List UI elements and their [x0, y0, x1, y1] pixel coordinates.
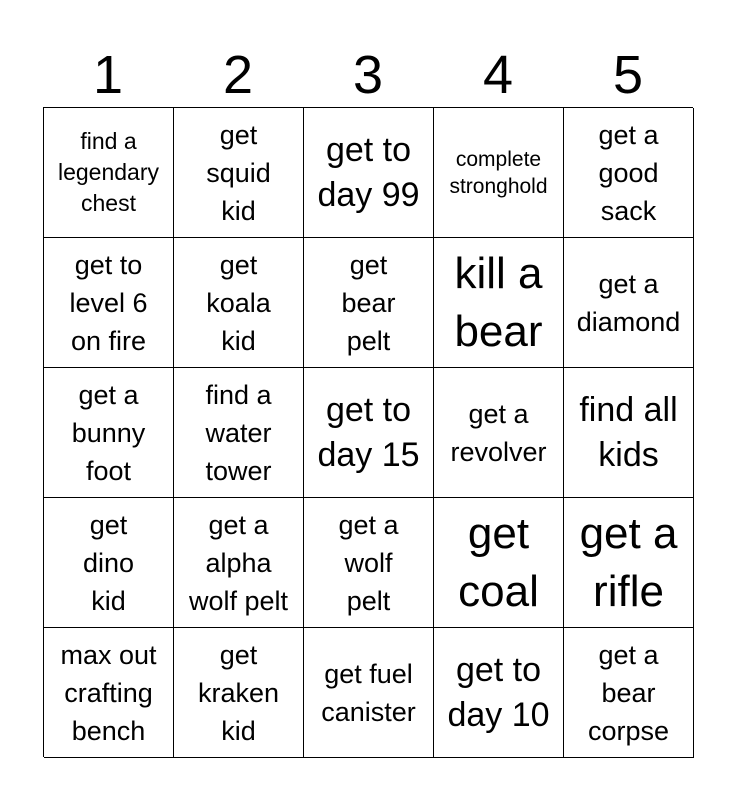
bingo-square[interactable]: get koala kid: [174, 238, 304, 368]
bingo-square[interactable]: get a alpha wolf pelt: [174, 498, 304, 628]
column-header-row: [43, 46, 693, 104]
bingo-square[interactable]: get bear pelt: [304, 238, 434, 368]
bingo-square[interactable]: get squid kid: [174, 108, 304, 238]
bingo-square[interactable]: get a wolf pelt: [304, 498, 434, 628]
column-header-5: 5: [612, 45, 644, 105]
bingo-square[interactable]: get a revolver: [434, 368, 564, 498]
column-header-4: 4: [482, 45, 514, 105]
bingo-grid: [43, 107, 693, 757]
bingo-square[interactable]: find a legendary chest: [44, 108, 174, 238]
column-header-1: 1: [92, 45, 124, 105]
bingo-square[interactable]: get fuel canister: [304, 628, 434, 758]
bingo-square[interactable]: find a water tower: [174, 368, 304, 498]
bingo-square[interactable]: kill a bear: [434, 238, 564, 368]
column-header-2: 2: [222, 45, 254, 105]
bingo-square[interactable]: get a bear corpse: [564, 628, 694, 758]
bingo-square[interactable]: complete stronghold: [434, 108, 564, 238]
bingo-square[interactable]: get a diamond: [564, 238, 694, 368]
bingo-square[interactable]: get to day 15: [304, 368, 434, 498]
bingo-square[interactable]: get to day 99: [304, 108, 434, 238]
bingo-square[interactable]: get a good sack: [564, 108, 694, 238]
column-header-3: 3: [352, 45, 384, 105]
bingo-square[interactable]: get a bunny foot: [44, 368, 174, 498]
bingo-square[interactable]: get dino kid: [44, 498, 174, 628]
bingo-square[interactable]: get a rifle: [564, 498, 694, 628]
bingo-square[interactable]: max out crafting bench: [44, 628, 174, 758]
bingo-square[interactable]: get kraken kid: [174, 628, 304, 758]
bingo-square[interactable]: get to level 6 on fire: [44, 238, 174, 368]
bingo-square[interactable]: get coal: [434, 498, 564, 628]
bingo-square[interactable]: find all kids: [564, 368, 694, 498]
bingo-square[interactable]: get to day 10: [434, 628, 564, 758]
